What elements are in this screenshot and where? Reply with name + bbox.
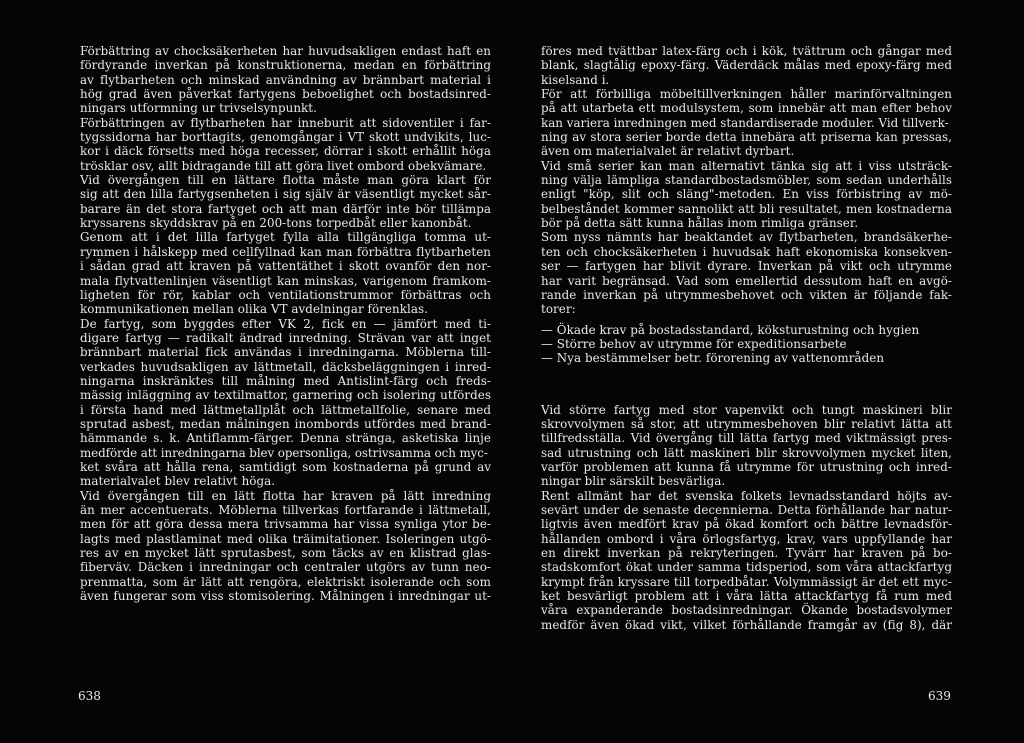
text-line: hämmande s. k. Antiflamm-färger. Denna stränga, asketiska linje <box>80 431 491 446</box>
right-page-number: 639 <box>928 689 951 703</box>
text-line: ning av stora serier borde detta innebära att priserna kan pressas, <box>541 130 952 145</box>
text-block <box>80 44 491 603</box>
text-line: lagts med plastlaminat med olika träimitationer. Isoleringen utgö- <box>80 531 491 546</box>
text-line: fördyrande inverkan på konstruktionerna, medan en förbättring <box>80 58 491 73</box>
text-line: av flytbarheten och minskad användning av brännbart material i <box>80 72 491 87</box>
text-line: sprutad asbest, medan målningen inombords utfördes med brand- <box>80 416 491 431</box>
text-line: torer: <box>541 302 576 317</box>
text-line: skrovvolymen så stor, att utrymmesbehoven blir relativt lätta att <box>541 416 952 431</box>
text-line: i första hand med lättmetallplåt och lättmetallfolie, senare med <box>80 402 491 417</box>
text-line: rande inverkan på utrymmesbehovet och vikten är följande fak- <box>541 287 952 302</box>
text-line: ligtvis även medfört krav på ökad komfort och bättre levnadsför- <box>541 517 952 532</box>
text-line: varför problemen att kunna få utrymme för utrustning och inred- <box>541 459 952 474</box>
text-block <box>541 403 952 633</box>
text-block <box>541 323 952 366</box>
text-line: För att förbilliga möbeltillverkningen håller marinförvaltningen <box>541 87 952 102</box>
text-line: brännbart material fick användas i inredningarna. Möblerna till- <box>80 345 491 360</box>
text-line: medför även ökad vikt, vilket förhållande framgår av (fig 8), där <box>541 617 952 632</box>
text-line: prenmatta, som är lätt att rengöra, elektriskt isolerande och som <box>80 574 491 589</box>
text-line: Vid övergången till en lätt flotta har kraven på lätt inredning <box>80 488 491 503</box>
text-line: kiselsand i. <box>541 72 610 87</box>
text-line: även fungerar som viss stomisolering. Målningen i inredningar ut- <box>80 589 491 604</box>
text-line: enligt "köp, slit och släng"-metoden. En viss förbistring av mö- <box>541 187 952 202</box>
text-line: stadskomfort ökat under samma tidsperiod, som våra attackfartyg <box>541 560 952 575</box>
text-line: kommunikationen mellan olika VT avdelningar förenklas. <box>80 302 428 317</box>
text-line: Förbättring av chocksäkerheten har huvudsakligen endast haft en <box>80 44 491 58</box>
text-line: har varit begränsad. Vad som emellertid dessutom haft en avgö- <box>541 273 952 288</box>
text-line: De fartyg, som byggdes efter VK 2, fick en — jämfört med ti- <box>80 316 491 331</box>
text-line: i sådan grad att kraven på vattentäthet i skott ovanför den nor- <box>80 259 491 274</box>
text-line: föres med tvättbar latex-färg och i kök, tvättrum och gångar med <box>541 44 952 58</box>
text-line: verkades huvudsakligen av lättmetall, däcksbeläggningen i inred- <box>80 359 491 374</box>
text-line: sig att den lilla fartygsenheten i sig själv är väsentligt mycket sår- <box>80 187 491 202</box>
text-line: Förbättringen av flytbarheten har inneburit att sidoventiler i far- <box>80 115 491 130</box>
text-line: en direkt inverkan på rekryteringen. Tyvärr har kraven på bo- <box>541 546 952 560</box>
text-line: kor i däck försetts med höga recesser, dörrar i skott erhållit höga <box>80 144 491 159</box>
text-line: ser — fartygen har blivit dyrare. Inverkan på vikt och utrymme <box>541 259 952 274</box>
text-line: Vid större fartyg med stor vapenvikt och tungt maskineri blir <box>541 402 952 417</box>
text-line: res av en mycket lätt sprutasbest, som täcks av en klistrad glas- <box>80 546 491 561</box>
text-line: ten och chocksäkerheten i huvudsak haft ekonomiska konsekven- <box>541 244 952 259</box>
text-line: medförde att inredningarna blev opersonliga, ostrivsamma och myc- <box>80 445 488 460</box>
text-line: hållanden ombord i våra örlogsfartyg, krav, vars uppfyllande har <box>541 531 952 546</box>
text-line: tygssidorna har borttagits, genomgångar i VT skott undvikits, luc- <box>80 130 491 145</box>
text-line: blank, slagtålig epoxy-färg. Väderdäck målas med epoxy-färg med <box>541 58 952 73</box>
text-line: fiberväv. Däcken i inredningar och centraler utgörs av tunn neo- <box>80 560 491 575</box>
text-line: Genom att i det lilla fartyget fylla alla tillgängliga tomma ut- <box>80 230 491 245</box>
text-line: tillfredsställa. Vid övergång till lätta fartyg med viktmässigt pres- <box>541 431 952 446</box>
text-line: ket besvärligt problem att i våra lätta attackfartyg få rum med <box>541 589 952 604</box>
text-line: kan variera inredningen med standardiserade moduler. Vid tillverk- <box>541 115 949 130</box>
text-line: Vid övergången till en lättare flotta måste man göra klart för <box>80 173 491 188</box>
text-line: ligheten för rör, kablar och ventilationstrummor förbättras och <box>80 287 491 302</box>
text-line: Som nyss nämnts har beaktandet av flytbarheten, brandsäkerhe- <box>541 230 952 245</box>
text-line: mala flytvattenlinjen väsentligt kan minskas, varigenom framkom- <box>80 273 491 288</box>
text-line: krympt från kryssare till torpedbåtar. Volymmässigt är det ett myc- <box>541 574 952 589</box>
text-line: barare än det stora fartyget och att man därför inte bör tillämpa <box>80 201 491 216</box>
text-line: ket svåra att hålla rena, samtidigt som kostnaderna på grund av <box>80 459 491 474</box>
text-line: än mer accentuerats. Möblerna tillverkas fortfarande i lättmetall, <box>80 503 491 517</box>
text-line: men för att göra dessa mera trivsamma har vissa synliga ytor be- <box>80 517 491 532</box>
text-line: Rent allmänt har det svenska folkets levnadsstandard höjts av- <box>541 488 952 503</box>
text-line: våra expanderande bostadsinredningar. Ökande bostadsvolymer <box>541 603 952 618</box>
text-block <box>541 44 952 317</box>
text-line: materialvalet blev relativt höga. <box>80 474 276 489</box>
text-line: hög grad även påverkat fartygens beboelighet och bostadsinred- <box>80 87 491 102</box>
text-line: sevärt under de senaste decennierna. Detta förhållande har natur- <box>541 502 952 517</box>
text-line: på att utarbeta ett modulsystem, som innebär att man efter behov <box>541 101 952 116</box>
text-line: ningarna inskränktes till målning med Antislint-färg och freds- <box>80 373 491 388</box>
left-page <box>80 44 491 603</box>
text-line: även om materialvalet är relativt dyrbart. <box>541 144 795 159</box>
text-line: — Ökade krav på bostadsstandard, köksturustning och hygien <box>541 322 920 337</box>
text-line: digare fartyg — radikalt ändrad inredning. Strävan var att inget <box>80 330 491 345</box>
text-line: — Nya bestämmelser betr. förorening av vattenområden <box>541 351 885 366</box>
text-line: bör på detta sätt kunna hållas inom rimliga gränser. <box>541 216 859 231</box>
right-page <box>541 44 952 632</box>
text-line: ningar blir särskilt besvärliga. <box>541 474 726 489</box>
text-line: sad utrustning och lätt maskineri blir skrovvolymen mycket liten, <box>541 445 952 460</box>
text-line: ning välja lämpliga standardbostadsmöbler, som sedan underhålls <box>541 173 952 188</box>
text-line: — Större behov av utrymme för expeditionsarbete <box>541 336 847 351</box>
left-page-number: 638 <box>78 689 101 703</box>
text-line: belbeståndet kommer sannolikt att bli resultatet, men kostnaderna <box>541 201 952 216</box>
text-line: Vid små serier kan man alternativt tänka sig att i viss utsträck- <box>541 158 952 173</box>
text-line: trösklar osv, allt bidragande till att göra livet ombord obekvämare. <box>80 158 487 173</box>
text-line: ningars utformning ur trivselsynpunkt. <box>80 101 317 116</box>
text-line: rymmen i hålskepp med cellfyllnad kan man förbättra flytbarheten <box>80 244 491 259</box>
text-line: mässig inläggning av textilmattor, garnering och isolering utfördes <box>80 388 491 403</box>
text-line: kryssarens skyddskrav på en 200-tons torpedbåt eller kanonbåt. <box>80 216 472 231</box>
